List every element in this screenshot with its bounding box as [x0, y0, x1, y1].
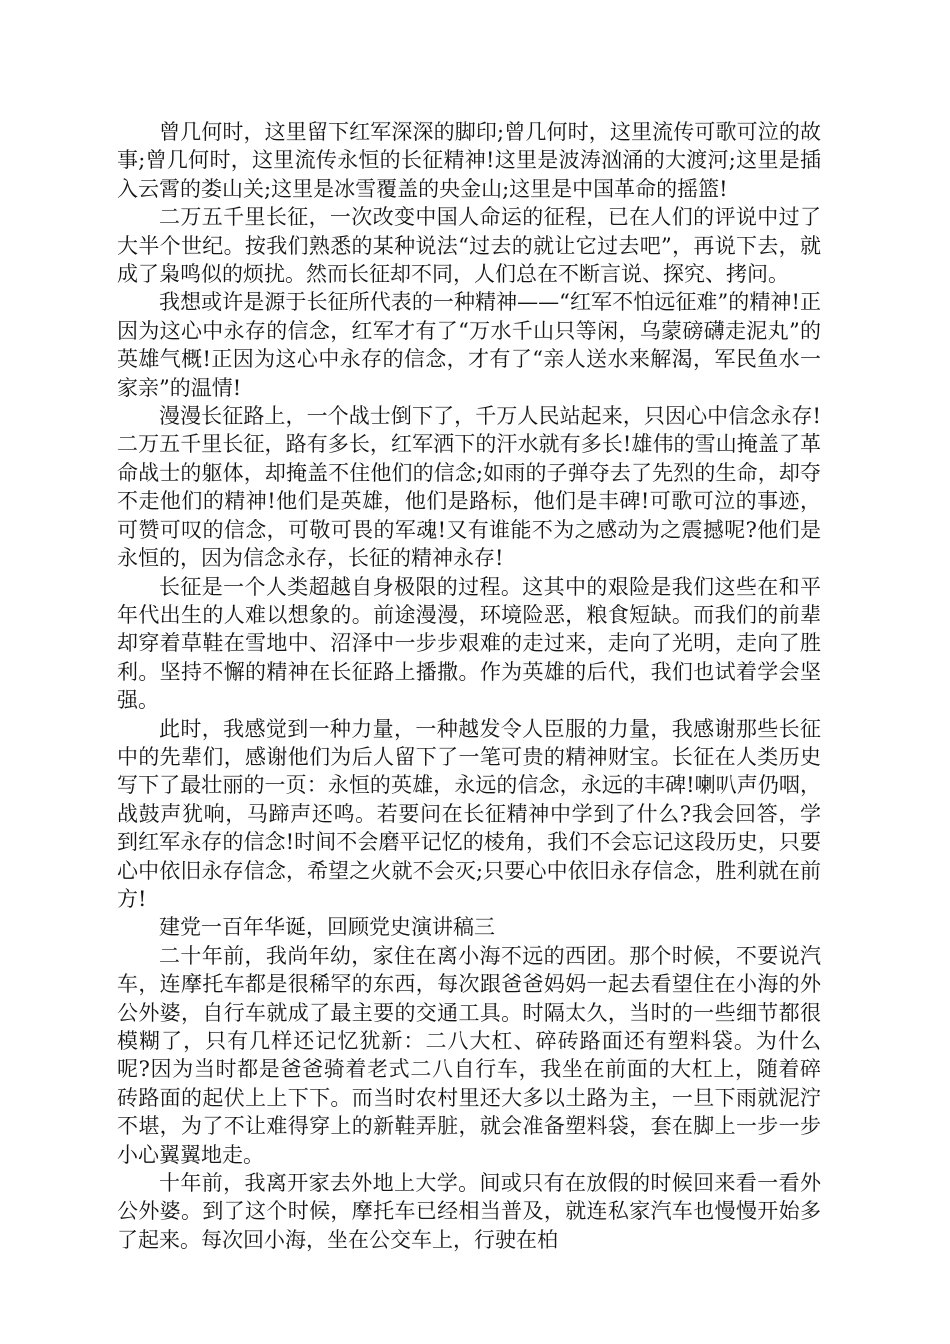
- paragraph-3: 我想或许是源于长征所代表的一种精神——“红军不怕远征难”的精神!正因为这心中永存的信念，红军才有了“万水千山只等闲，乌蒙磅礴走泥丸”的英雄气概!正因为这心中永存的信念，才有了“亲人送水来解渴，军民鱼水一家亲”的温情!: [117, 290, 821, 400]
- paragraph-1: 曾几何时，这里留下红军深深的脚印;曾几何时，这里流传可歌可泣的故事;曾几何时，这里流传永恒的长征精神!这里是波涛汹涌的大渡河;这里是插入云霄的娄山关;这里是冰雪覆盖的央金山;这里是中国革命的摇篮!: [117, 120, 821, 201]
- paragraph-2: 二万五千里长征，一次改变中国人命运的征程，已在人们的评说中过了大半个世纪。按我们熟悉的某种说法“过去的就让它过去吧”，再说下去，就成了枭鸣似的烦扰。然而长征却不同，人们总在不断言说、探究、拷问。: [117, 205, 821, 287]
- paragraph-4: 漫漫长征路上，一个战士倒下了，千万人民站起来，只因心中信念永存!二万五千里长征，路有多长，红军洒下的汗水就有多长!雄伟的雪山掩盖了革命战士的躯体，却掩盖不住他们的信念;如雨的子弹夺去了先烈的生命，却夺不走他们的精神!他们是英雄，他们是路标，他们是丰碑!可歌可泣的事迹，可赞可叹的信念，可敬可畏的军魂!又有谁能不为之感动为之震撼呢?他们是永恒的，因为信念永存，长征的精神永存!: [117, 404, 821, 571]
- document-page: [117, 118, 821, 1254]
- section-heading: 建党一百年华诞，回顾党史演讲稿三: [159, 915, 495, 940]
- section-paragraph-2: 十年前，我离开家去外地上大学。间或只有在放假的时候回来看一看外公外婆。到了这个时候，摩托车已经相当普及，就连私家汽车也慢慢开始多了起来。每次回小海，坐在公交车上，行驶在柏: [117, 1171, 821, 1252]
- paragraph-5: 长征是一个人类超越自身极限的过程。这其中的艰险是我们这些在和平年代出生的人难以想象的。前途漫漫，环境险恶，粮食短缺。而我们的前辈却穿着草鞋在雪地中、沼泽中一步步艰难的走过来，走向了光明，走向了胜利。坚持不懈的精神在长征路上播撒。作为英雄的后代，我们也试着学会坚强。: [117, 574, 821, 713]
- section-paragraph-1: 二十年前，我尚年幼，家住在离小海不远的西团。那个时候，不要说汽车，连摩托车都是很稀罕的东西，每次跟爸爸妈妈一起去看望住在小海的外公外婆，自行车就成了最主要的交通工具。时隔太久，当时的一些细节都很模糊了，只有几样还记忆犹新：二八大杠、碎砖路面还有塑料袋。为什么呢?因为当时都是爸爸骑着老式二八自行车，我坐在前面的大杠上，随着碎砖路面的起伏上上下下。而当时农村里还大多以土路为主，一旦下雨就泥泞不堪，为了不让难得穿上的新鞋弄脏，就会准备塑料袋，套在脚上一步一步小心翼翼地走。: [117, 943, 821, 1167]
- paragraph-6: 此时，我感觉到一种力量，一种越发令人臣服的力量，我感谢那些长征中的先辈们，感谢他们为后人留下了一笔可贵的精神财宝。长征在人类历史写下了最壮丽的一页：永恒的英雄，永远的信念，永远的丰碑!喇叭声仍咽，战鼓声犹响，马蹄声还鸣。若要问在长征精神中学到了什么?我会回答，学到红军永存的信念!时间不会磨平记忆的棱角，我们不会忘记这段历史，只要心中依旧永存信念，希望之火就不会灭;只要心中依旧永存信念，胜利就在前方!: [117, 716, 821, 911]
